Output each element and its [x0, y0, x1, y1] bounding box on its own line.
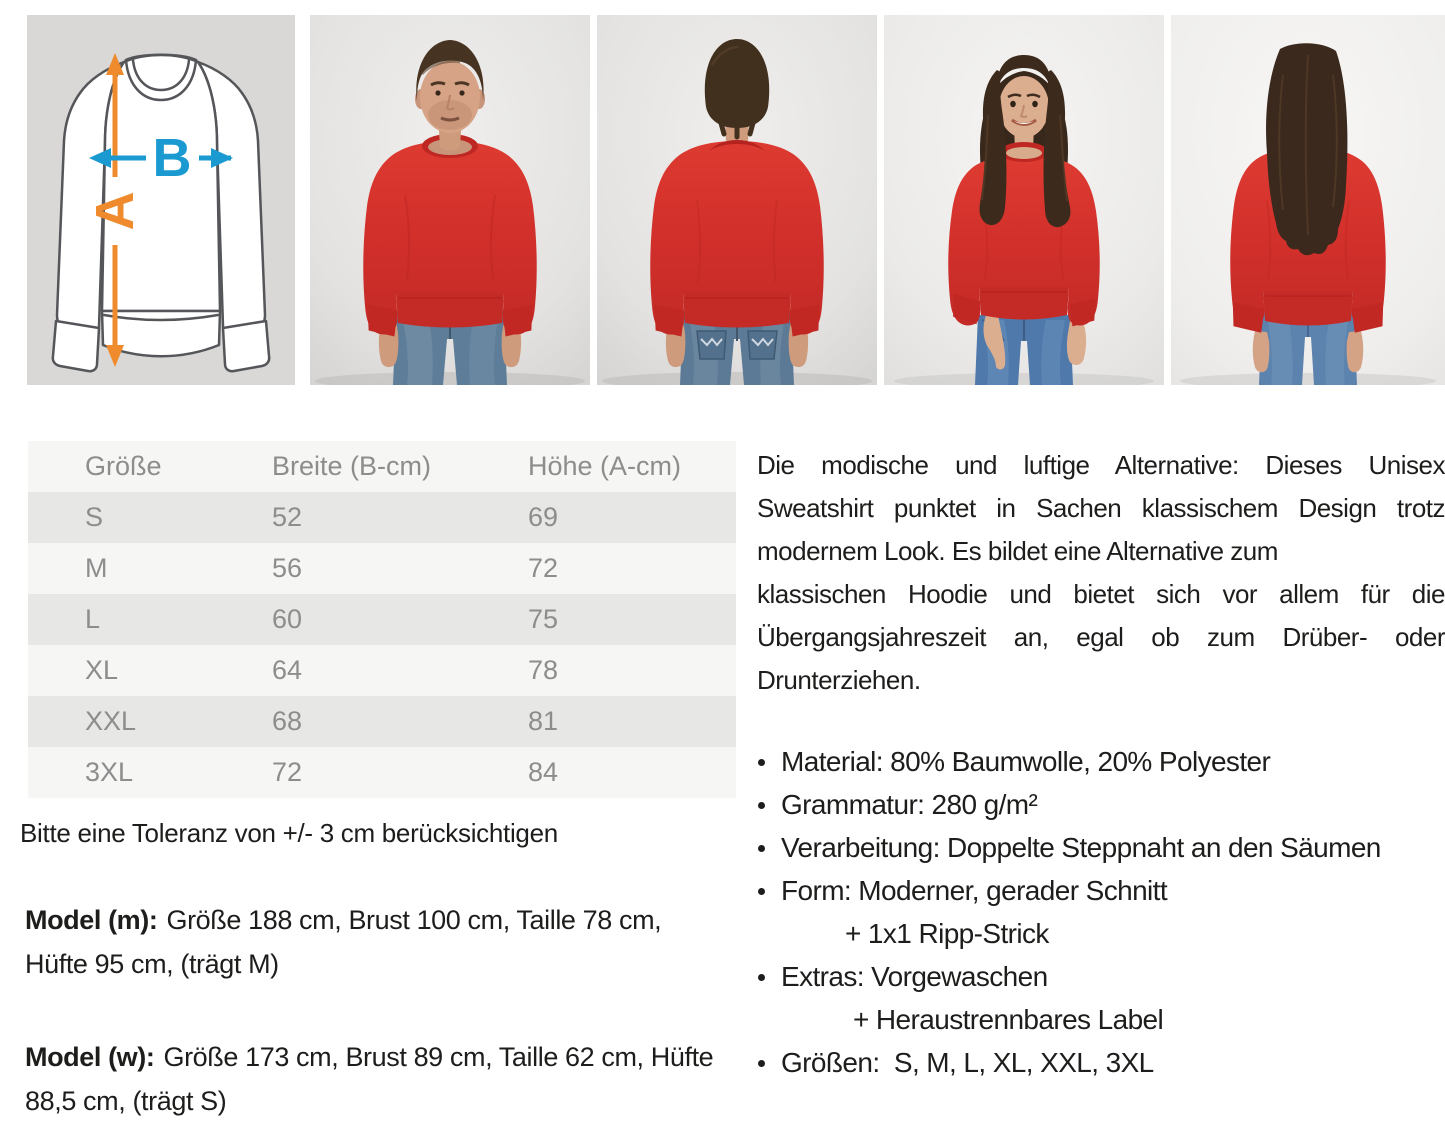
table-row: 3XL 72 84 — [28, 747, 736, 798]
table-row: XL 64 78 — [28, 645, 736, 696]
width-label: B — [152, 128, 192, 188]
feature-item: Form: Moderner, gerader Schnitt — [757, 869, 1445, 912]
feature-item: Grammatur: 280 g/m² — [757, 783, 1445, 826]
table-row: XXL 68 81 — [28, 696, 736, 747]
bullet-icon — [758, 1060, 765, 1067]
description-line: Sweatshirt punktet in Sachen klassischem Design trotz — [757, 493, 1445, 523]
photo-woman-back — [1171, 15, 1445, 385]
model-w-info — [25, 1035, 730, 1123]
bullet-icon — [758, 802, 765, 809]
height-label: A — [85, 191, 145, 231]
model-w-text: Größe 173 cm, Brust 89 cm, Taille 62 cm, Hüfte 88,5 cm, (trägt S) — [25, 1042, 714, 1116]
tolerance-note: Bitte eine Toleranz von +/- 3 cm berücksichtigen — [20, 818, 558, 848]
model-m-info — [25, 898, 730, 986]
description-line: klassischen Hoodie und bietet sich vor allem für die — [757, 579, 1445, 609]
feature-item: Material: 80% Baumwolle, 20% Polyester — [757, 740, 1445, 783]
feature-item: Extras: Vorgewaschen — [757, 955, 1445, 998]
size-diagram-panel — [27, 15, 295, 385]
table-row: S 52 69 — [28, 492, 736, 543]
model-m-text: Größe 188 cm, Brust 100 cm, Taille 78 cm, Hüfte 95 cm, (trägt M) — [25, 905, 662, 979]
feature-item-continuation: + Heraustrennbares Label — [853, 1004, 1164, 1035]
photo-woman-back-image — [1171, 15, 1445, 385]
photo-man-front — [310, 15, 590, 385]
photo-woman-front — [884, 15, 1164, 385]
size-diagram-image — [27, 15, 295, 385]
feature-item: Größen: S, M, L, XL, XXL, 3XL — [757, 1041, 1445, 1084]
size-table — [28, 441, 736, 798]
feature-item-continuation: + 1x1 Ripp-Strick — [845, 918, 1049, 949]
col-header-size: Größe — [85, 451, 162, 481]
bullet-icon — [758, 974, 765, 981]
bullet-icon — [758, 845, 765, 852]
feature-list — [757, 740, 1445, 1084]
description-line: Übergangsjahreszeit an, egal ob zum Drüber- oder — [757, 622, 1445, 652]
model-m-label: Model (m): — [25, 905, 158, 935]
photo-man-front-image — [310, 15, 590, 385]
bullet-icon — [758, 888, 765, 895]
description-line: modernem Look. Es bildet eine Alternative zum — [757, 536, 1278, 566]
photo-man-back-image — [597, 15, 877, 385]
col-header-height: Höhe (A-cm) — [528, 451, 682, 481]
photo-man-back — [597, 15, 877, 385]
model-w-label: Model (w): — [25, 1042, 155, 1072]
photo-woman-front-image — [884, 15, 1164, 385]
feature-item: Verarbeitung: Doppelte Steppnaht an den Säumen — [757, 826, 1445, 869]
size-table-header — [28, 441, 736, 492]
product-description — [757, 444, 1445, 702]
table-row: L 60 75 — [28, 594, 736, 645]
col-header-width: Breite (B-cm) — [272, 451, 432, 481]
table-row: M 56 72 — [28, 543, 736, 594]
description-line: Drunterziehen. — [757, 665, 921, 695]
bullet-icon — [758, 759, 765, 766]
description-line: Die modische und luftige Alternative: Dieses Unisex — [757, 450, 1445, 480]
